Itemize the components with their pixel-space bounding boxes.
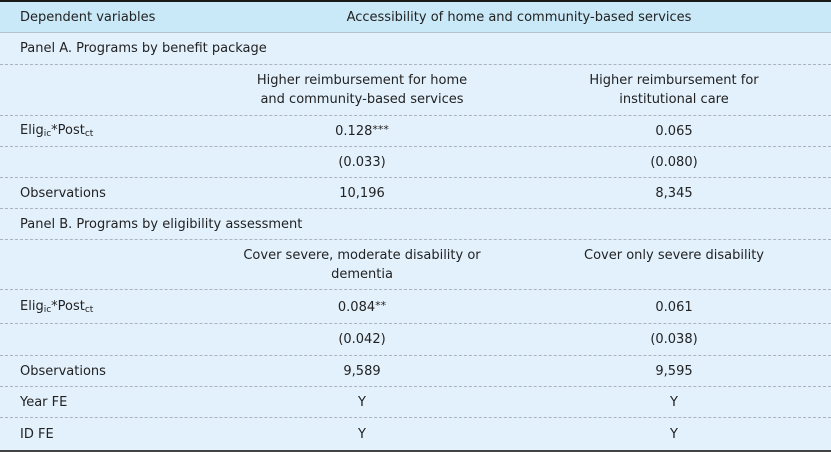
id-fe-cell: Y xyxy=(358,426,366,442)
table-row xyxy=(0,178,831,209)
table-row xyxy=(0,147,831,178)
row-label: Observations xyxy=(20,185,106,201)
panel-b-title: Panel B. Programs by eligibility assessment xyxy=(20,216,303,232)
panel-a-column-2-header: Higher reimbursement for institutional care xyxy=(589,73,759,107)
panel-a-title-row xyxy=(0,33,831,65)
observations-cell: 9,589 xyxy=(343,363,381,379)
coefficient-cell: 0.065 xyxy=(655,124,693,139)
table-row xyxy=(0,418,831,450)
coefficient-cell: 0.128*** xyxy=(335,123,389,139)
panel-b-column-header-row xyxy=(0,240,831,290)
panel-b-column-2-header: Cover only severe disability xyxy=(584,248,764,263)
observations-cell: 10,196 xyxy=(339,185,385,201)
std-error-cell: (0.038) xyxy=(650,332,698,347)
table-header-row xyxy=(0,2,831,33)
row-label: Elig$_{ic}$*Post$_{ct}$ xyxy=(20,298,94,315)
id-fe-cell: Y xyxy=(670,426,678,442)
year-fe-cell: Y xyxy=(358,394,366,410)
outcome-header: Accessibility of home and community-based services xyxy=(346,9,692,25)
dependent-variables-header: Dependent variables xyxy=(20,9,156,25)
observations-cell: 9,595 xyxy=(655,363,693,379)
std-error-cell: (0.042) xyxy=(338,332,386,347)
table-row xyxy=(0,290,831,324)
table-row xyxy=(0,387,831,418)
table-row xyxy=(0,116,831,147)
table-row xyxy=(0,356,831,387)
coefficient-cell: 0.084** xyxy=(337,298,387,315)
year-fe-cell: Y xyxy=(670,394,678,410)
std-error-cell: (0.080) xyxy=(650,154,698,170)
panel-a-column-header-row xyxy=(0,65,831,116)
row-label: ID FE xyxy=(20,426,54,442)
panel-a-title: Panel A. Programs by benefit package xyxy=(20,41,267,56)
table-row xyxy=(0,324,831,356)
panel-b-title-row xyxy=(0,209,831,240)
row-label: Year FE xyxy=(20,394,68,410)
coefficient-cell: 0.061 xyxy=(655,299,693,315)
row-label: Elig$_{ic}$*Post$_{ct}$ xyxy=(20,123,94,139)
observations-cell: 8,345 xyxy=(655,185,693,201)
row-label: Observations xyxy=(20,363,106,379)
panel-b-column-1-header: Cover severe, moderate disability or dementia xyxy=(243,248,481,282)
std-error-cell: (0.033) xyxy=(338,154,386,170)
panel-a-column-1-header: Higher reimbursement for home and community-based services xyxy=(256,73,468,107)
